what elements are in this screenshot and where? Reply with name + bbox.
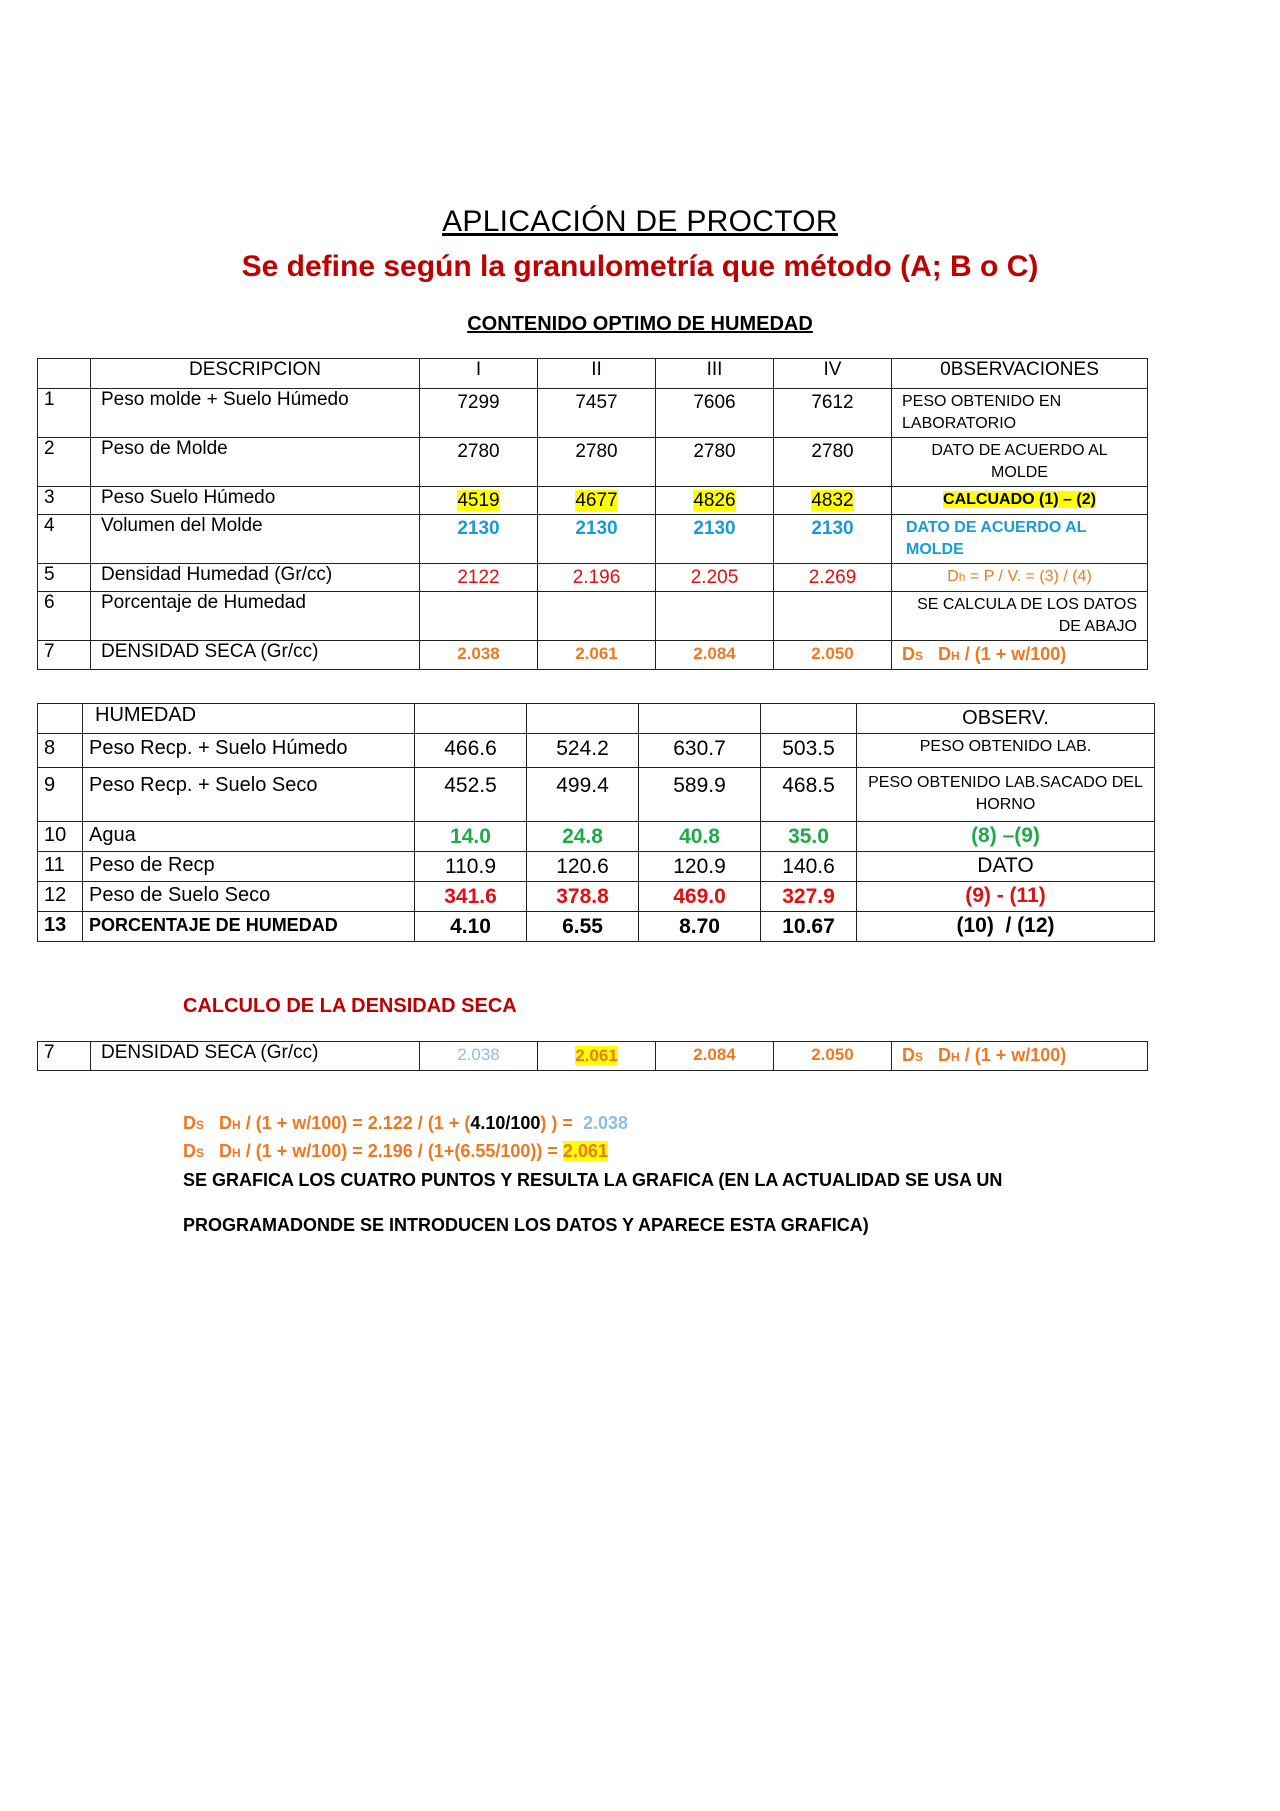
row-observation: PESO OBTENIDO LAB.: [857, 734, 1155, 768]
table-row: [38, 912, 1155, 942]
header-cell-number: [38, 704, 83, 734]
row-description: DENSIDAD SECA (Gr/cc): [91, 1042, 420, 1071]
row-description: Peso Recp. + Suelo Húmedo: [83, 734, 415, 768]
value-iii: 2780: [656, 438, 774, 487]
table-row: [38, 564, 1148, 592]
value-i: 4519: [457, 490, 500, 511]
row-description: Peso Recp. + Suelo Seco: [83, 768, 415, 822]
value-ii: 2780: [538, 438, 656, 487]
value-ii: 499.4: [527, 768, 639, 822]
header-humedad: HUMEDAD: [83, 704, 415, 734]
value-ii: 2.196: [538, 564, 656, 592]
value-ii: 7457: [538, 389, 656, 438]
row-description: Densidad Humedad (Gr/cc): [91, 564, 420, 592]
value-iv: [774, 592, 892, 641]
value-ii: 4677: [575, 490, 618, 511]
value-iv: 4832: [811, 490, 854, 511]
value-i: 2130: [420, 515, 538, 564]
row-observation: (9) - (11): [857, 882, 1155, 912]
row-description: Peso de Suelo Seco: [83, 882, 415, 912]
value-iii: 2.205: [656, 564, 774, 592]
value-iv: 2780: [774, 438, 892, 487]
value-iii: 589.9: [639, 768, 761, 822]
row-number: 8: [38, 734, 83, 768]
value-iv: 468.5: [761, 768, 857, 822]
row-number: 13: [38, 912, 83, 942]
row-description: DENSIDAD SECA (Gr/cc): [91, 641, 420, 670]
row-observation: SE CALCULA DE LOS DATOS DE ABAJO: [892, 592, 1148, 641]
calc-note-1: SE GRAFICA LOS CUATRO PUNTOS Y RESULTA LA GRAFICA (EN LA ACTUALIDAD SE USA UN: [183, 1170, 1003, 1190]
value-iii: 8.70: [639, 912, 761, 942]
row-description: Peso Suelo Húmedo: [91, 487, 420, 515]
table-header-row: [38, 704, 1155, 734]
table-row: [38, 852, 1155, 882]
value-ii: 2.061: [538, 641, 656, 670]
header-description: DESCRIPCION: [91, 359, 420, 389]
row-number: 7: [38, 1042, 91, 1071]
value-i: 452.5: [415, 768, 527, 822]
row-observation: (8) –(9): [857, 822, 1155, 852]
value-iv: 503.5: [761, 734, 857, 768]
value-i: 4.10: [415, 912, 527, 942]
row-number: 3: [38, 487, 91, 515]
table-row: [38, 641, 1148, 670]
value-iii: [656, 592, 774, 641]
value-i: 7299: [420, 389, 538, 438]
table-row: [38, 438, 1148, 487]
value-iv: 2.269: [774, 564, 892, 592]
row-observation: PESO OBTENIDO LAB.SACADO DEL HORNO: [857, 768, 1155, 822]
row-description: Peso molde + Suelo Húmedo: [91, 389, 420, 438]
table-header-row: [38, 359, 1148, 389]
value-i: [420, 592, 538, 641]
header-col-iv: IV: [774, 359, 892, 389]
row-observation: CALCUADO (1) – (2): [943, 491, 1096, 508]
calc-result-1: 2.038: [582, 1113, 628, 1133]
value-iv: 2.050: [774, 641, 892, 670]
page-title: APLICACIÓN DE PROCTOR: [442, 205, 838, 238]
row-observation: DATO DE ACUERDO AL MOLDE: [892, 515, 1148, 564]
value-iv: 327.9: [761, 882, 857, 912]
value-i: 2780: [420, 438, 538, 487]
row-number: 12: [38, 882, 83, 912]
row-number: 11: [38, 852, 83, 882]
value-iii: 4826: [693, 490, 736, 511]
row-number: 9: [38, 768, 83, 822]
value-iv: 10.67: [761, 912, 857, 942]
calc-line-1: DS DH / (1 + w/100) = 2.122 / (1 + (4.10/100) ) = 2.038: [183, 1113, 628, 1133]
value-iv: 2130: [774, 515, 892, 564]
row-number: 5: [38, 564, 91, 592]
value-i: 2.038: [420, 1042, 538, 1071]
section-title-densidad-seca: CALCULO DE LA DENSIDAD SECA: [183, 995, 517, 1017]
table-row: [38, 822, 1155, 852]
table-row: [38, 389, 1148, 438]
calc-result-2: 2.061: [562, 1141, 608, 1161]
value-ii: 24.8: [527, 822, 639, 852]
row-number: 4: [38, 515, 91, 564]
value-iii: 2.084: [656, 641, 774, 670]
row-description: PORCENTAJE DE HUMEDAD: [83, 912, 415, 942]
header-col-ii: II: [538, 359, 656, 389]
header-observaciones: 0BSERVACIONES: [892, 359, 1148, 389]
row-observation: Dh = P / V. = (3) / (4): [892, 564, 1148, 592]
value-iv: 35.0: [761, 822, 857, 852]
table-row: [38, 768, 1155, 822]
value-iv: 2.050: [774, 1042, 892, 1071]
header-observ: OBSERV.: [857, 704, 1155, 734]
row-observation: (10) / (12): [857, 912, 1155, 942]
value-ii: 2130: [538, 515, 656, 564]
row-number: 6: [38, 592, 91, 641]
header-cell-number: [38, 359, 91, 389]
proctor-table: [37, 358, 1148, 670]
row-description: Agua: [83, 822, 415, 852]
value-iii: 2.084: [656, 1042, 774, 1071]
page-subtitle: Se define según la granulometría que método (A; B o C): [241, 250, 1039, 283]
table-row: [38, 1042, 1148, 1071]
table-row: [38, 487, 1148, 515]
header-col-i: I: [420, 359, 538, 389]
value-iii: 7606: [656, 389, 774, 438]
value-ii: 524.2: [527, 734, 639, 768]
value-i: 341.6: [415, 882, 527, 912]
row-observation: DATO DE ACUERDO AL MOLDE: [892, 438, 1148, 487]
value-iv: 7612: [774, 389, 892, 438]
table-row: [38, 515, 1148, 564]
section-title-humedad: CONTENIDO OPTIMO DE HUMEDAD: [467, 313, 813, 335]
value-ii: 120.6: [527, 852, 639, 882]
row-observation: DATO: [857, 852, 1155, 882]
value-iii: 2130: [656, 515, 774, 564]
value-iii: 120.9: [639, 852, 761, 882]
row-description: Peso de Molde: [91, 438, 420, 487]
row-number: 2: [38, 438, 91, 487]
calc-note-2: PROGRAMADONDE SE INTRODUCEN LOS DATOS Y APARECE ESTA GRAFICA): [183, 1215, 869, 1235]
row-description: Peso de Recp: [83, 852, 415, 882]
value-iii: 40.8: [639, 822, 761, 852]
value-i: 110.9: [415, 852, 527, 882]
table-row: [38, 592, 1148, 641]
row-observation: DS DH / (1 + w/100): [892, 641, 1148, 670]
row-number: 1: [38, 389, 91, 438]
value-i: 466.6: [415, 734, 527, 768]
row-description: Porcentaje de Humedad: [91, 592, 420, 641]
value-ii: 2.061: [575, 1046, 618, 1065]
row-observation: DS DH / (1 + w/100): [892, 1042, 1148, 1071]
value-iii: 630.7: [639, 734, 761, 768]
row-observation: PESO OBTENIDO EN LABORATORIO: [892, 389, 1148, 438]
value-iv: 140.6: [761, 852, 857, 882]
value-i: 2.038: [420, 641, 538, 670]
value-i: 14.0: [415, 822, 527, 852]
table-row: [38, 882, 1155, 912]
value-ii: 378.8: [527, 882, 639, 912]
header-col-iii: III: [656, 359, 774, 389]
value-ii: 6.55: [527, 912, 639, 942]
value-i: 2122: [420, 564, 538, 592]
row-number: 7: [38, 641, 91, 670]
densidad-seca-table: [37, 1041, 1148, 1071]
row-description: Volumen del Molde: [91, 515, 420, 564]
calc-line-2: DS DH / (1 + w/100) = 2.196 / (1+(6.55/100)) = 2.061: [183, 1141, 608, 1161]
table-row: [38, 734, 1155, 768]
value-ii: [538, 592, 656, 641]
value-iii: 469.0: [639, 882, 761, 912]
humedad-table: [37, 703, 1155, 942]
row-number: 10: [38, 822, 83, 852]
